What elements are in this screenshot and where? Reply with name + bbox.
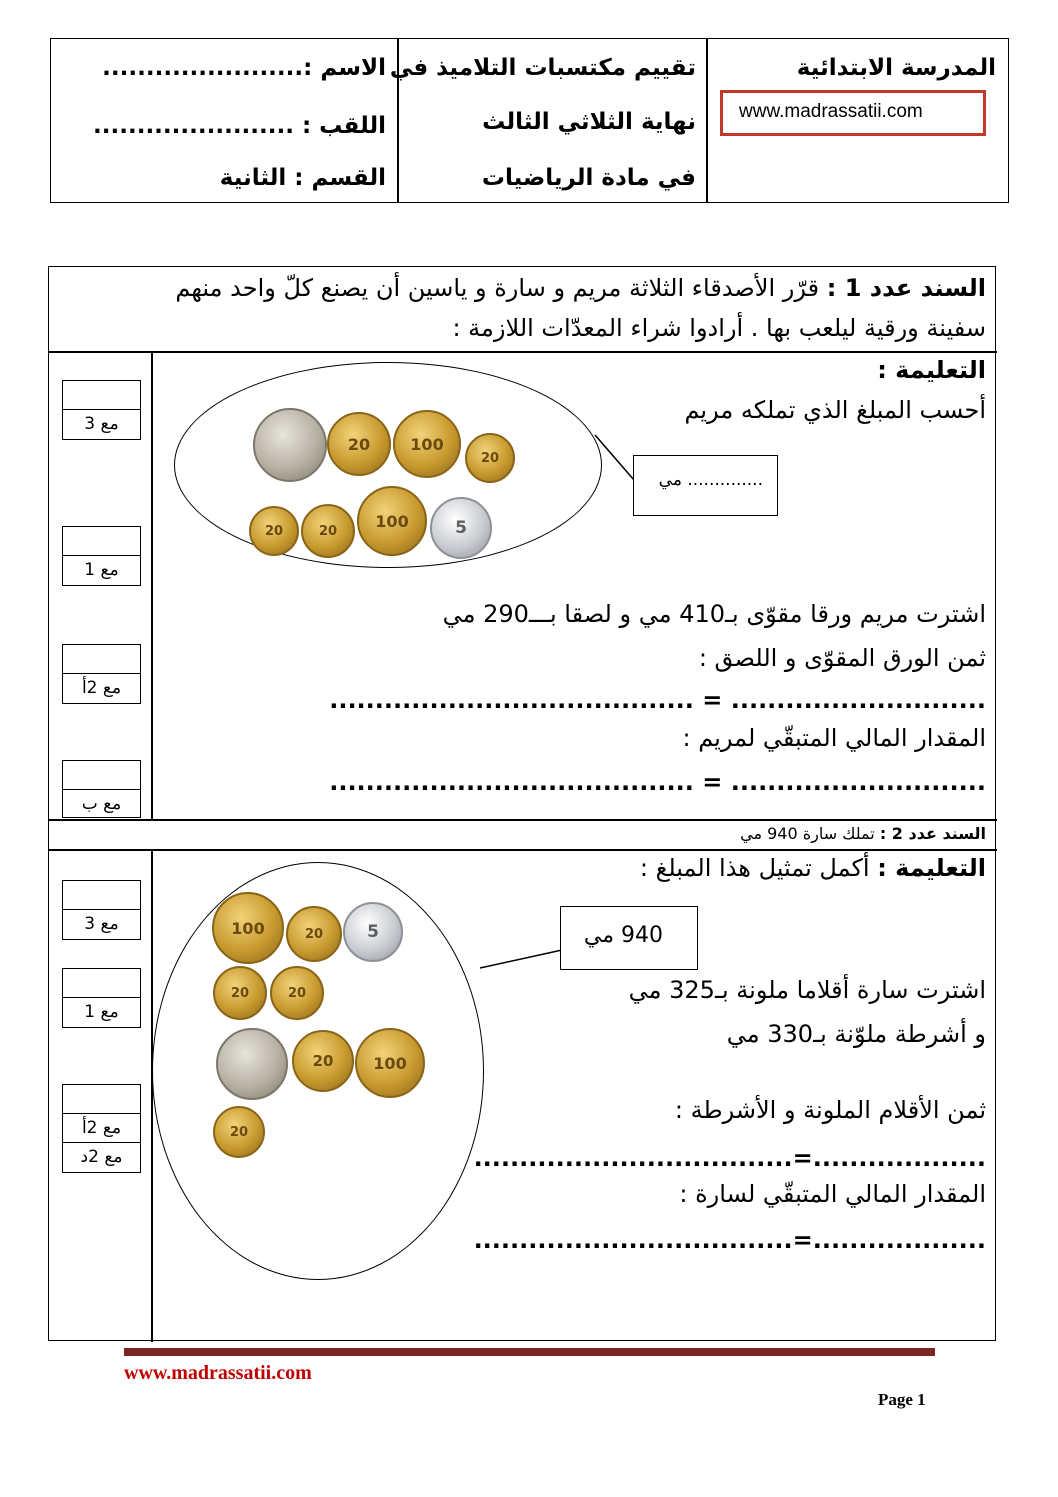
section1-question-1: ثمن الورق المقوّى و اللصق : — [698, 644, 986, 672]
section1-answer-line-2[interactable]: ............................ = ........................................ — [329, 768, 986, 796]
coin-icon: 100 — [393, 410, 461, 478]
header-website: www.madrassatii.com — [720, 90, 986, 136]
section2-label: السند عدد 2 : — [879, 824, 986, 843]
amount-text: 940 مي — [583, 923, 663, 948]
section2-header: السند عدد 2 : تملك سارة 940 مي — [740, 824, 986, 843]
footer-website: www.madrassatii.com — [124, 1362, 312, 1384]
coin-icon: 5 — [430, 497, 492, 559]
section1-purchase-line: اشترت مريم ورقا مقوّى بـ410 مي و لصقا بـــ290 مي — [442, 600, 986, 628]
section2-purchase-line-2: و أشرطة ملوّنة بـ330 مي — [726, 1020, 986, 1048]
score-label: مع 1 — [84, 560, 119, 580]
score-box — [62, 526, 141, 586]
coin-icon: 100 — [212, 892, 284, 964]
amount-answer-text: .............. مي — [658, 470, 763, 490]
coin-icon: 100 — [357, 486, 427, 556]
row-divider — [49, 849, 997, 851]
row-divider — [49, 819, 997, 821]
section1-instruction-label: التعليمة : — [877, 356, 986, 384]
score-box — [62, 644, 141, 704]
section2-instruction: التعليمة : أكمل تمثيل هذا المبلغ : — [639, 854, 986, 882]
score-label: مع 3 — [84, 414, 119, 434]
surname-field[interactable]: اللقب : ....................... — [93, 113, 386, 139]
section1-label: السند عدد 1 : — [826, 274, 986, 302]
section2-question-2: المقدار المالي المتبقّي لسارة : — [679, 1180, 986, 1208]
section2-answer-line-2[interactable]: ...................=................................... — [473, 1226, 986, 1254]
section1-answer-line-1[interactable]: ............................ = ........................................ — [329, 686, 986, 714]
row-divider — [49, 351, 997, 353]
coin-icon: 5 — [343, 902, 403, 962]
score-label: مع 1 — [84, 1002, 119, 1022]
coin-icon: 20 — [301, 504, 355, 558]
section1-question-2: المقدار المالي المتبقّي لمريم : — [682, 724, 986, 752]
score-box — [62, 1084, 141, 1173]
section1-intro-line2: سفينة ورقية ليلعب بها . أرادوا شراء المعدّات اللازمة : — [452, 314, 986, 342]
section1-intro-line1: السند عدد 1 : قرّر الأصدقاء الثلاثة مريم و سارة و ياسين أن يصنع كلّ واحد منهم — [175, 274, 986, 302]
section2-instruction-label: التعليمة : — [877, 854, 986, 882]
coin-icon: 20 — [270, 966, 324, 1020]
header-divider — [706, 39, 708, 202]
score-label: مع 3 — [84, 914, 119, 934]
score-label: مع 2د — [80, 1147, 123, 1167]
coin-icon: 20 — [286, 906, 342, 962]
score-box — [62, 760, 141, 818]
score-label: مع 2أ — [63, 1114, 140, 1143]
coin-icon — [216, 1028, 288, 1100]
footer-bar — [124, 1348, 935, 1356]
pointer-line — [478, 944, 568, 974]
coin-icon: 20 — [213, 1106, 265, 1158]
section2-answer-line-1[interactable]: ...................=................................... — [473, 1144, 986, 1172]
coin-icon: 20 — [213, 966, 267, 1020]
coin-icon — [253, 408, 327, 482]
page-number: Page 1 — [878, 1390, 926, 1409]
title-line-3: في مادة الرياضيات — [481, 165, 696, 191]
title-line-2: نهاية الثلاثي الثالث — [482, 109, 696, 135]
section2-question-1: ثمن الأقلام الملونة و الأشرطة : — [674, 1096, 986, 1124]
score-box — [62, 968, 141, 1028]
coin-icon: 20 — [465, 433, 515, 483]
coin-icon: 20 — [327, 412, 391, 476]
amount-answer-box-1[interactable] — [633, 455, 778, 516]
score-label: مع ب — [81, 794, 122, 814]
coin-icon: 100 — [355, 1028, 425, 1098]
score-column-divider — [151, 351, 153, 819]
amount-box-2 — [560, 906, 698, 970]
section1-instruction-text: أحسب المبلغ الذي تملكه مريم — [684, 396, 986, 424]
score-box — [62, 380, 141, 440]
coin-icon: 20 — [249, 506, 299, 556]
name-field[interactable]: الاسم :....................... — [102, 55, 386, 81]
score-box — [62, 880, 141, 940]
coin-icon: 20 — [292, 1030, 354, 1092]
score-label: مع 2أ — [81, 678, 122, 698]
class-field: القسم : الثانية — [219, 165, 386, 191]
title-line-1: تقييم مكتسبات التلاميذ في — [389, 55, 696, 81]
section2-purchase-line-1: اشترت سارة أقلاما ملونة بـ325 مي — [628, 976, 986, 1004]
school-name: المدرسة الابتدائية — [796, 55, 996, 81]
